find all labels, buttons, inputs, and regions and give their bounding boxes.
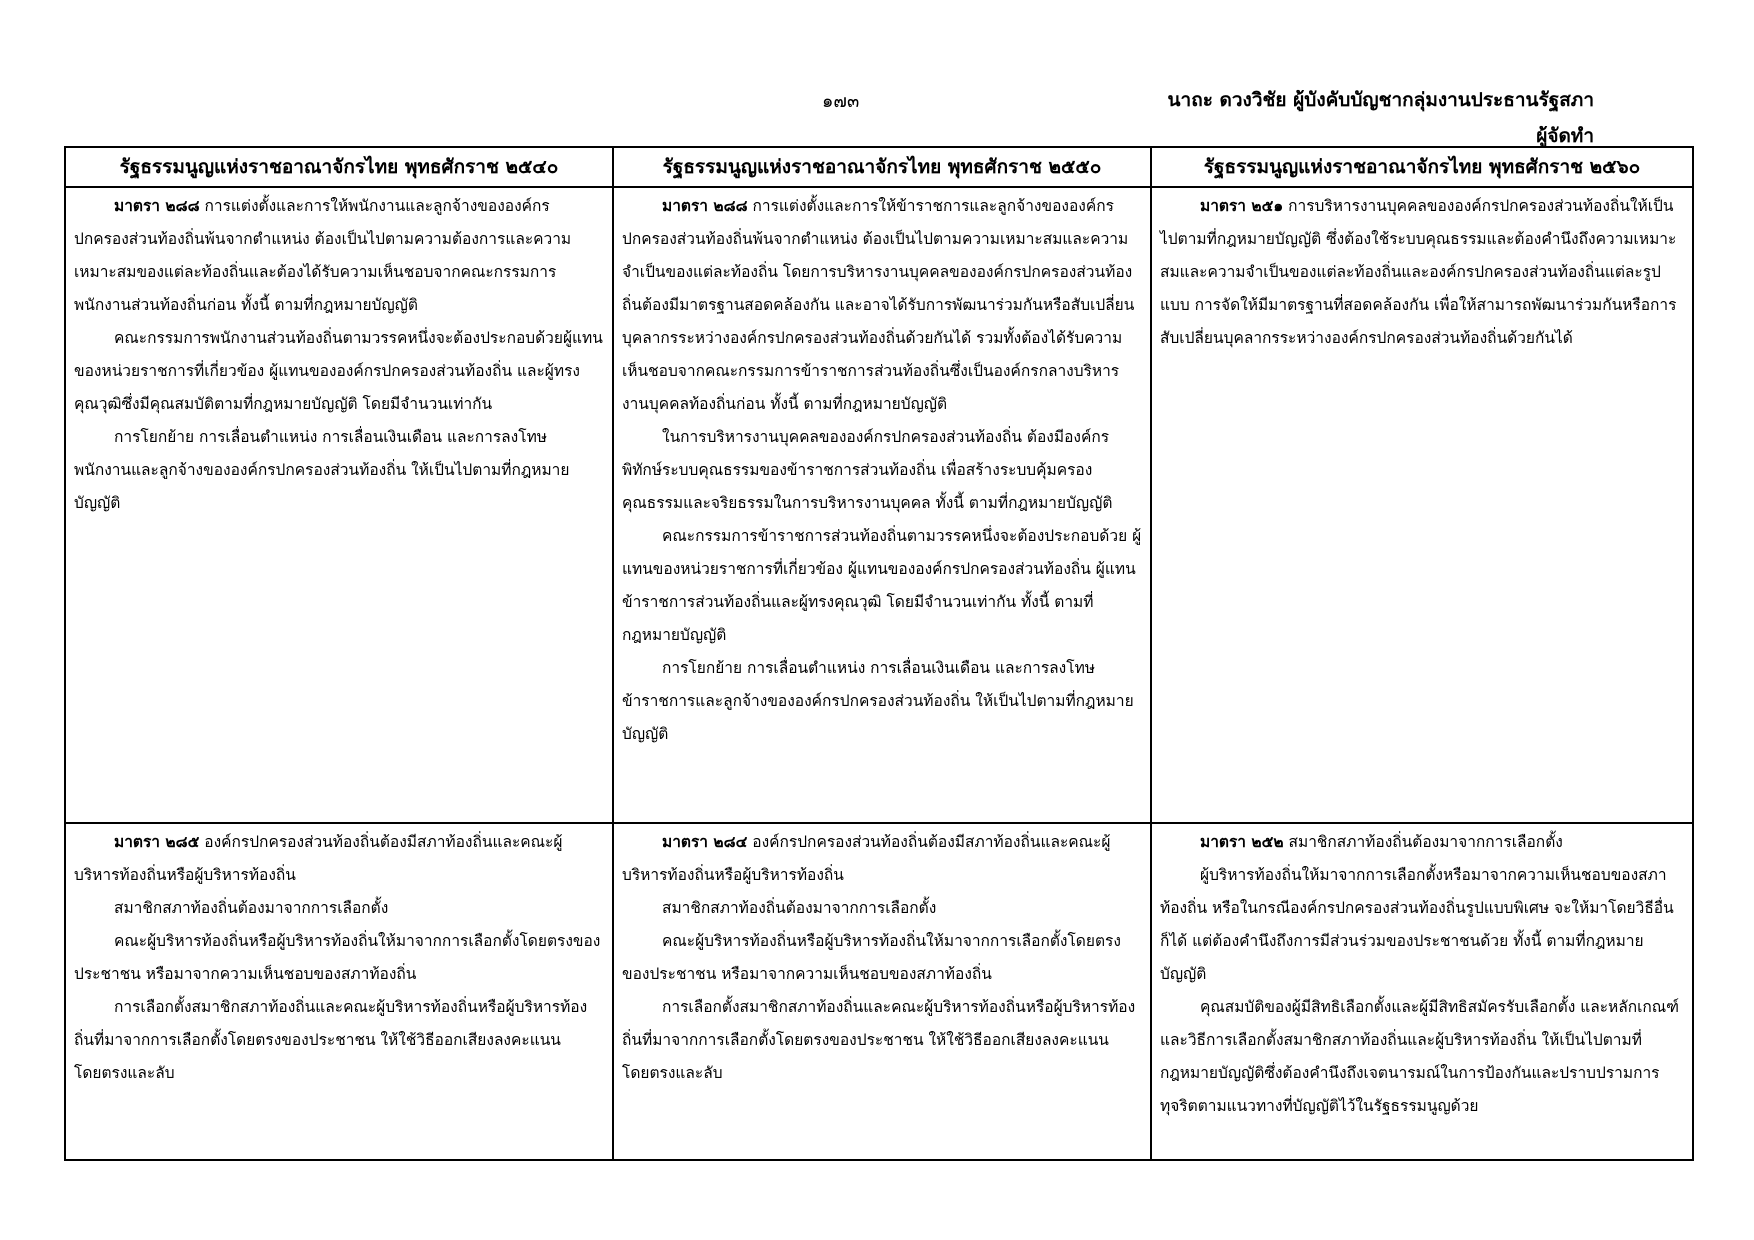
page-number: ๑๗๓	[822, 91, 860, 112]
table-cell	[613, 187, 1151, 823]
section-number: มาตรา ๒๘๘	[114, 197, 200, 215]
table-cell	[613, 823, 1151, 1160]
section-paragraph: มาตรา ๒๘๘ การแต่งตั้งและการให้พนักงานและลูกจ้างขององค์กรปกครองส่วนท้องถิ่นพ้นจากตำแหน่ง ต้องเป็นไปตามความต้องการและความเหมาะสมของแต่ละท้องถิ่นและต้องได้รับความเห็นชอบจากคณะกรรมการพนักงานส่วนท้องถิ่นก่อน ทั้งนี้ ตามที่กฎหมายบัญญัติ	[74, 197, 572, 314]
table-cell	[1151, 823, 1693, 1160]
section-paragraph: คณะผู้บริหารท้องถิ่นหรือผู้บริหารท้องถิ่นให้มาจากการเลือกตั้งโดยตรงของประชาชน หรือมาจากความเห็นชอบของสภาท้องถิ่น	[74, 932, 601, 983]
section-number: มาตรา ๒๘๔	[662, 833, 748, 851]
section-paragraph: การโยกย้าย การเลื่อนตำแหน่ง การเลื่อนเงินเดือน และการลงโทษข้าราชการและลูกจ้างขององค์กรปกครองส่วนท้องถิ่น ให้เป็นไปตามที่กฎหมายบัญญัติ	[622, 659, 1134, 743]
section-number: มาตรา ๒๘๕	[114, 833, 200, 851]
table-cell	[65, 823, 613, 1160]
section-paragraph: คณะกรรมการพนักงานส่วนท้องถิ่นตามวรรคหนึ่งจะต้องประกอบด้วยผู้แทนของหน่วยราชการที่เกี่ยวข้อง ผู้แทนขององค์กรปกครองส่วนท้องถิ่น และผู้ทรงคุณวุฒิซึ่งมีคุณสมบัติตามที่กฎหมายบัญญัติ โดยมีจำนวนเท่ากัน	[74, 329, 603, 413]
section-paragraph: การเลือกตั้งสมาชิกสภาท้องถิ่นและคณะผู้บริหารท้องถิ่นหรือผู้บริหารท้องถิ่นที่มาจากการเลือกตั้งโดยตรงของประชาชน ให้ใช้วิธีออกเสียงลงคะแนนโดยตรงและลับ	[74, 998, 588, 1082]
section-paragraph: ผู้บริหารท้องถิ่นให้มาจากการเลือกตั้งหรือมาจากความเห็นชอบของสภาท้องถิ่น หรือในกรณีองค์กรปกครองส่วนท้องถิ่นรูปแบบพิเศษ จะให้มาโดยวิธีอื่นก็ได้ แต่ต้องคำนึงถึงการมีส่วนร่วมของประชาชนด้วย ทั้งนี้ ตามที่กฎหมายบัญญัติ	[1160, 866, 1674, 983]
section-paragraph: มาตรา ๒๘๘ การแต่งตั้งและการให้ข้าราชการและลูกจ้างขององค์กรปกครองส่วนท้องถิ่นพ้นจากตำแหน่ง ต้องเป็นไปตามความเหมาะสมและความจำเป็นของแต่ละท้องถิ่น โดยการบริหารงานบุคคลขององค์กรปกครองส่วนท้องถิ่นต้องมีมาตรฐานสอดคล้องกัน และอาจได้รับการพัฒนาร่วมกันหรือสับเปลี่ยนบุคลากรระหว่างองค์กรปกครองส่วนท้องถิ่นด้วยกันได้ รวมทั้งต้องได้รับความเห็นชอบจากคณะกรรมการข้าราชการส่วนท้องถิ่นซึ่งเป็นองค์กรกลางบริหารงานบุคคลท้องถิ่นก่อน ทั้งนี้ ตามที่กฎหมายบัญญัติ	[622, 197, 1135, 413]
table-row	[65, 187, 1693, 823]
section-paragraph: มาตรา ๒๘๕ องค์กรปกครองส่วนท้องถิ่นต้องมีสภาท้องถิ่นและคณะผู้บริหารท้องถิ่นหรือผู้บริหารท้องถิ่น	[74, 833, 563, 884]
section-paragraph: มาตรา ๒๕๒ สมาชิกสภาท้องถิ่นต้องมาจากการเลือกตั้ง	[1200, 833, 1563, 851]
table-cell	[1151, 187, 1693, 823]
author-name: นาถะ ดวงวิชัย ผู้บังคับบัญชากลุ่มงานประธานรัฐสภา	[1167, 89, 1594, 111]
section-paragraph: ในการบริหารงานบุคคลขององค์กรปกครองส่วนท้องถิ่น ต้องมีองค์กรพิทักษ์ระบบคุณธรรมของข้าราชการส่วนท้องถิ่น เพื่อสร้างระบบคุ้มครองคุณธรรมและจริยธรรมในการบริหารงานบุคคล ทั้งนี้ ตามที่กฎหมายบัญญัติ	[622, 428, 1113, 512]
section-number: มาตรา ๒๕๒	[1200, 833, 1284, 851]
column-header-2560: รัฐธรรมนูญแห่งราชอาณาจักรไทย พุทธศักราช ๒๕๖๐	[1151, 147, 1693, 187]
table-header-row	[65, 147, 1693, 187]
table-row	[65, 823, 1693, 1160]
section-paragraph: สมาชิกสภาท้องถิ่นต้องมาจากการเลือกตั้ง	[114, 899, 389, 917]
column-header-2550: รัฐธรรมนูญแห่งราชอาณาจักรไทย พุทธศักราช ๒๕๕๐	[613, 147, 1151, 187]
section-paragraph: การเลือกตั้งสมาชิกสภาท้องถิ่นและคณะผู้บริหารท้องถิ่นหรือผู้บริหารท้องถิ่นที่มาจากการเลือกตั้งโดยตรงของประชาชน ให้ใช้วิธีออกเสียงลงคะแนนโดยตรงและลับ	[622, 998, 1136, 1082]
section-paragraph: คณะกรรมการข้าราชการส่วนท้องถิ่นตามวรรคหนึ่งจะต้องประกอบด้วย ผู้แทนของหน่วยราชการที่เกี่ยวข้อง ผู้แทนขององค์กรปกครองส่วนท้องถิ่น ผู้แทนข้าราชการส่วนท้องถิ่นและผู้ทรงคุณวุฒิ โดยมีจำนวนเท่ากัน ทั้งนี้ ตามที่กฎหมายบัญญัติ	[622, 527, 1142, 644]
author-block	[1168, 82, 1594, 154]
section-number: มาตรา ๒๕๑	[1200, 197, 1284, 215]
table-cell	[65, 187, 613, 823]
section-paragraph: มาตรา ๒๘๔ องค์กรปกครองส่วนท้องถิ่นต้องมีสภาท้องถิ่นและคณะผู้บริหารท้องถิ่นหรือผู้บริหารท้องถิ่น	[622, 833, 1111, 884]
section-paragraph: มาตรา ๒๕๑ การบริหารงานบุคคลขององค์กรปกครองส่วนท้องถิ่นให้เป็นไปตามที่กฎหมายบัญญัติ ซึ่งต้องใช้ระบบคุณธรรมและต้องคำนึงถึงความเหมาะสมและความจำเป็นของแต่ละท้องถิ่นและองค์กรปกครองส่วนท้องถิ่นแต่ละรูปแบบ การจัดให้มีมาตรฐานที่สอดคล้องกัน เพื่อให้สามารถพัฒนาร่วมกันหรือการสับเปลี่ยนบุคลากรระหว่างองค์กรปกครองส่วนท้องถิ่นด้วยกันได้	[1160, 197, 1677, 347]
column-header-2540: รัฐธรรมนูญแห่งราชอาณาจักรไทย พุทธศักราช ๒๕๔๐	[65, 147, 613, 187]
section-paragraph: คณะผู้บริหารท้องถิ่นหรือผู้บริหารท้องถิ่นให้มาจากการเลือกตั้งโดยตรงของประชาชน หรือมาจากความเห็นชอบของสภาท้องถิ่น	[622, 932, 1121, 983]
section-paragraph: คุณสมบัติของผู้มีสิทธิเลือกตั้งและผู้มีสิทธิสมัครรับเลือกตั้ง และหลักเกณฑ์และวิธีการเลือกตั้งสมาชิกสภาท้องถิ่นและผู้บริหารท้องถิ่น ให้เป็นไปตามที่กฎหมายบัญญัติซึ่งต้องคำนึงถึงเจตนารมณ์ในการป้องกันและปราบปรามการทุจริตตามแนวทางที่บัญญัติไว้ในรัฐธรรมนูญด้วย	[1160, 998, 1680, 1115]
section-number: มาตรา ๒๘๘	[662, 197, 748, 215]
author-role: ผู้จัดทำ	[1536, 125, 1594, 147]
comparison-table	[64, 146, 1694, 1161]
section-paragraph: การโยกย้าย การเลื่อนตำแหน่ง การเลื่อนเงินเดือน และการลงโทษพนักงานและลูกจ้างขององค์กรปกครองส่วนท้องถิ่น ให้เป็นไปตามที่กฎหมายบัญญัติ	[74, 428, 570, 512]
section-paragraph: สมาชิกสภาท้องถิ่นต้องมาจากการเลือกตั้ง	[662, 899, 937, 917]
